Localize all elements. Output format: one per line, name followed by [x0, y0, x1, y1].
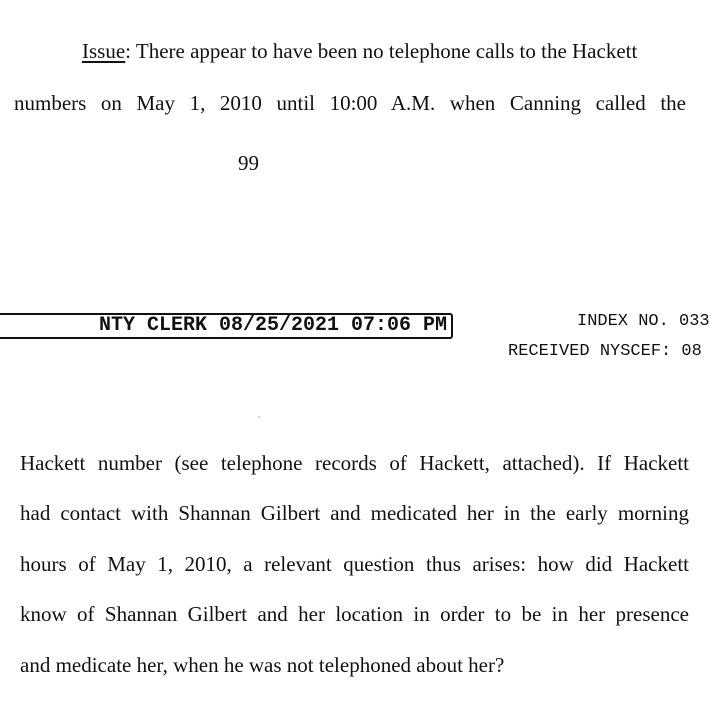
received-nyscef: RECEIVED NYSCEF: 08 [508, 342, 702, 361]
paragraph-line-2: had contact with Shannan Gilbert and medicated her in the early morning [20, 501, 689, 525]
county-clerk-stamp [0, 313, 453, 339]
scan-speck [258, 416, 260, 418]
paragraph-line-5: and medicate her, when he was not telephoned about her? [20, 653, 505, 677]
index-number: INDEX NO. 033 [577, 312, 710, 331]
page-number: 99 [238, 151, 259, 175]
issue-text: : There appear to have been no telephone calls to the Hackett [125, 39, 638, 63]
paragraph-line-3: hours of May 1, 2010, a relevant question thus arises: how did Hackett [20, 552, 689, 576]
issue-label: Issue [82, 39, 126, 63]
body-line-continued: numbers on May 1, 2010 until 10:00 A.M. when Canning called the [14, 91, 686, 115]
issue-line [82, 38, 637, 64]
paragraph-line-4: know of Shannan Gilbert and her location in order to be in her presence [20, 602, 689, 626]
paragraph-line-1: Hackett number (see telephone records of Hackett, attached). If Hackett [20, 451, 689, 475]
clerk-stamp-text: NTY CLERK 08/25/2021 07:06 PM [98, 314, 447, 337]
